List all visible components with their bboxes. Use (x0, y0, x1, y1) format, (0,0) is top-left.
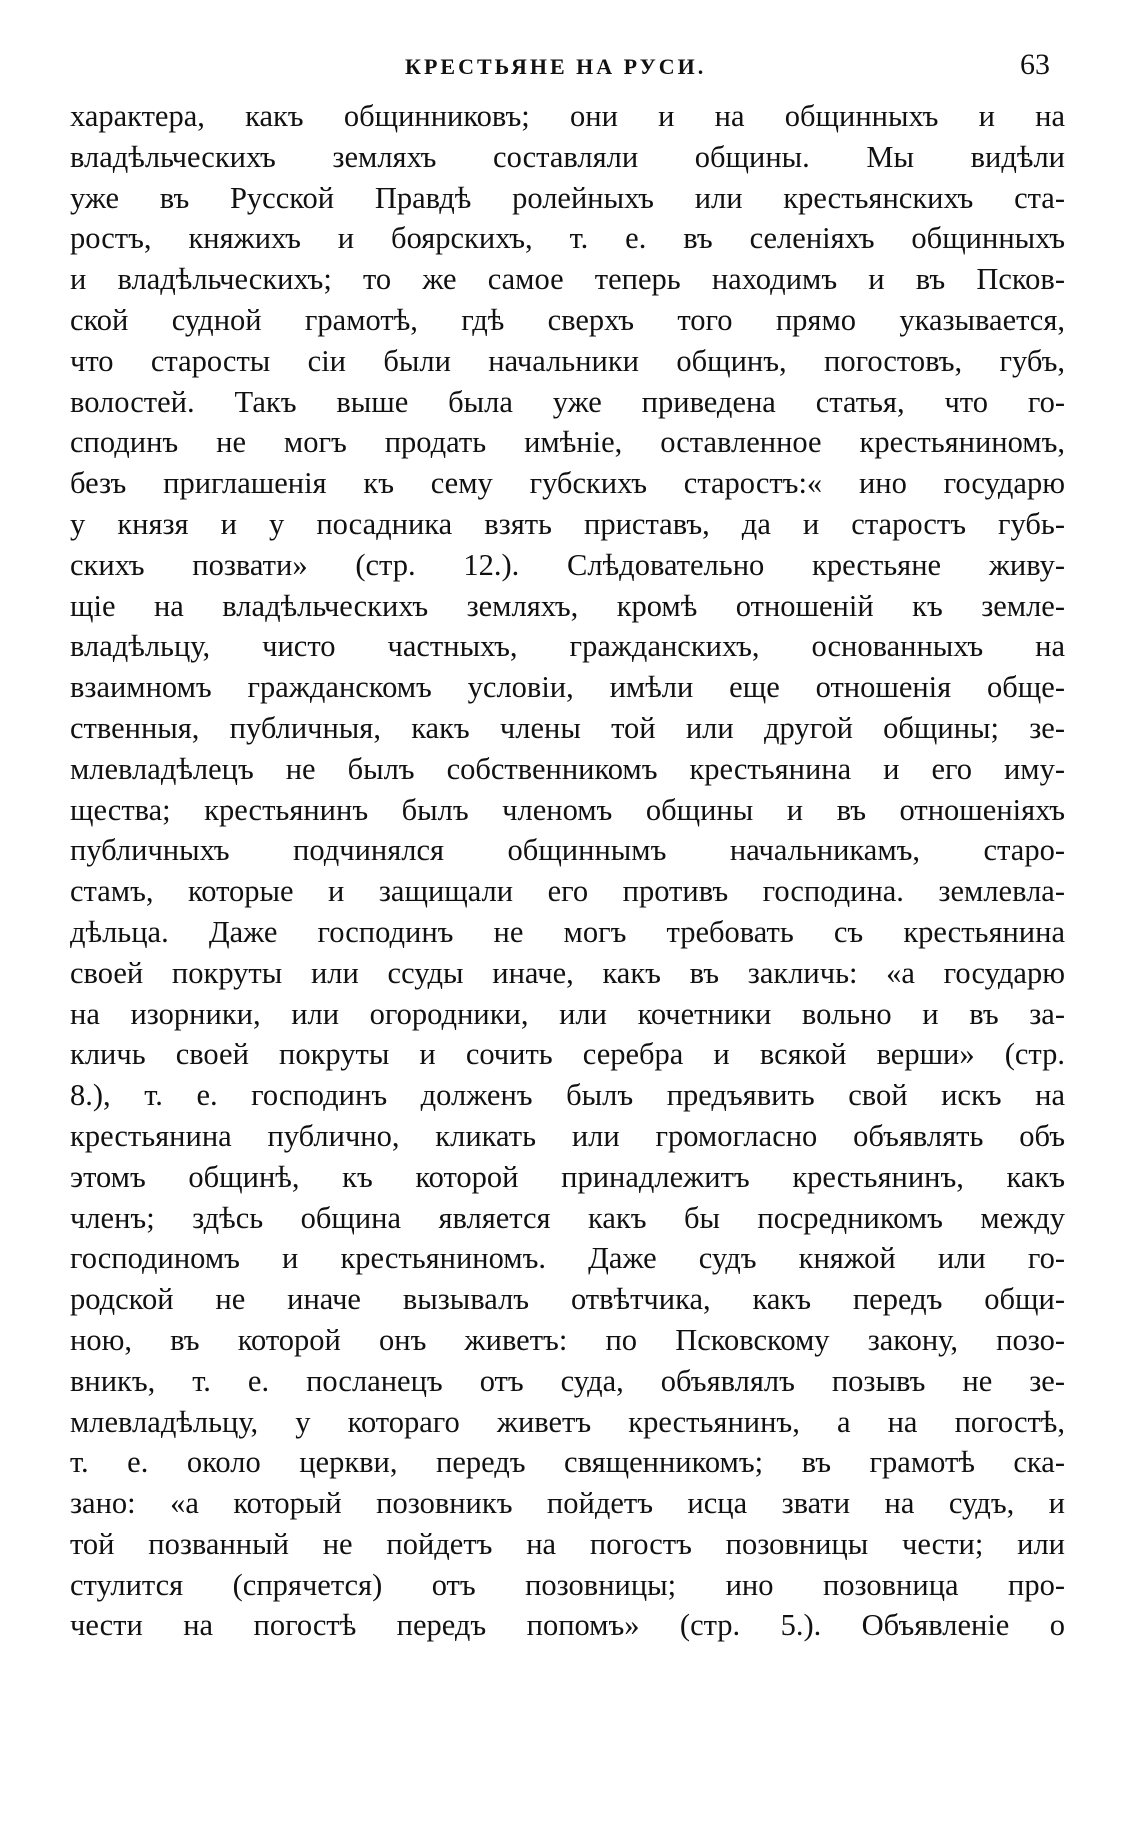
text-line: млевладѣльцу, у котораго живетъ крестьянинъ, а на погостѣ, (70, 1404, 1065, 1439)
text-line: и владѣльческихъ; то же самое теперь находимъ и въ Псков- (70, 262, 1065, 297)
text-line: ской судной грамотѣ, гдѣ сверхъ того прямо указывается, (70, 302, 1065, 337)
text-line: чести на погостѣ передъ попомъ» (стр. 5.). Объявленіе о (70, 1608, 1065, 1643)
text-line: той позванный не пойдетъ на погостъ позовницы чести; или (70, 1526, 1065, 1561)
text-line: ростъ, княжихъ и боярскихъ, т. е. въ селеніяхъ общинныхъ (70, 221, 1065, 256)
text-line: скихъ позвати» (стр. 12.). Слѣдовательно крестьяне живу- (70, 547, 1065, 582)
text-line: кличь своей покруты и сочить серебра и всякой верши» (стр. (70, 1037, 1065, 1072)
text-line: взаимномъ гражданскомъ условіи, имѣли еще отношенія обще- (70, 670, 1065, 705)
text-line: волостей. Такъ выше была уже приведена статья, что го- (70, 384, 1065, 419)
text-line: членъ; здѣсь община является какъ бы посредникомъ между (70, 1200, 1065, 1235)
text-line: крестьянина публично, кликать или громогласно объявлять объ (70, 1118, 1065, 1153)
text-line: млевладѣлецъ не былъ собственникомъ крестьянина и его иму- (70, 751, 1065, 786)
text-line: этомъ общинѣ, къ которой принадлежитъ крестьянинъ, какъ (70, 1159, 1065, 1194)
text-line: щества; крестьянинъ былъ членомъ общины и въ отношеніяхъ (70, 792, 1065, 827)
text-line: ною, въ которой онъ живетъ: по Псковскому закону, позо- (70, 1322, 1065, 1357)
text-line: щіе на владѣльческихъ земляхъ, кромѣ отношеній къ земле- (70, 588, 1065, 623)
text-line: своей покруты или ссуды иначе, какъ въ закличь: «а государю (70, 955, 1065, 990)
text-line: дѣльца. Даже господинъ не могъ требовать съ крестьянина (70, 914, 1065, 949)
body-text (70, 96, 1065, 1646)
text-line: зано: «а который позовникъ пойдетъ исца звати на судъ, и (70, 1486, 1065, 1521)
running-head (0, 48, 1140, 88)
text-line: стулится (спрячется) отъ позовницы; ино позовница про- (70, 1567, 1065, 1602)
text-line: безъ приглашенія къ сему губскихъ старостъ:« ино государю (70, 466, 1065, 501)
text-line: уже въ Русской Правдѣ ролейныхъ или крестьянскихъ ста- (70, 180, 1065, 215)
text-line: родской не иначе вызывалъ отвѣтчика, какъ передъ общи- (70, 1282, 1065, 1317)
text-line: вникъ, т. е. посланецъ отъ суда, объявлялъ позывъ не зе- (70, 1363, 1065, 1398)
text-line: что старосты сіи были начальники общинъ, погостовъ, губъ, (70, 343, 1065, 378)
text-line: у князя и у посадника взять приставъ, да и старостъ губь- (70, 506, 1065, 541)
text-line: стамъ, которые и защищали его противъ господина. землевла- (70, 874, 1065, 909)
running-title: КРЕСТЬЯНЕ НА РУСИ. (405, 54, 707, 79)
text-line: ственныя, публичныя, какъ члены той или другой общины; зе- (70, 710, 1065, 745)
text-line: владѣльческихъ земляхъ составляли общины. Мы видѣли (70, 139, 1065, 174)
page-number: 63 (1020, 48, 1050, 81)
text-line: на изорники, или огородники, или кочетники вольно и въ за- (70, 996, 1065, 1031)
text-line: т. е. около церкви, передъ священникомъ; въ грамотѣ ска- (70, 1445, 1065, 1480)
text-line: владѣльцу, чисто частныхъ, гражданскихъ, основанныхъ на (70, 629, 1065, 664)
text-line: характера, какъ общинниковъ; они и на общинныхъ и на (70, 99, 1065, 133)
text-line: господиномъ и крестьяниномъ. Даже судъ княжой или го- (70, 1241, 1065, 1276)
text-line: 8.), т. е. господинъ долженъ былъ предъявить свой искъ на (70, 1078, 1065, 1113)
text-line: сподинъ не могъ продать имѣніе, оставленное крестьяниномъ, (70, 425, 1065, 460)
text-line: публичныхъ подчинялся общиннымъ начальникамъ, старо- (70, 833, 1065, 868)
